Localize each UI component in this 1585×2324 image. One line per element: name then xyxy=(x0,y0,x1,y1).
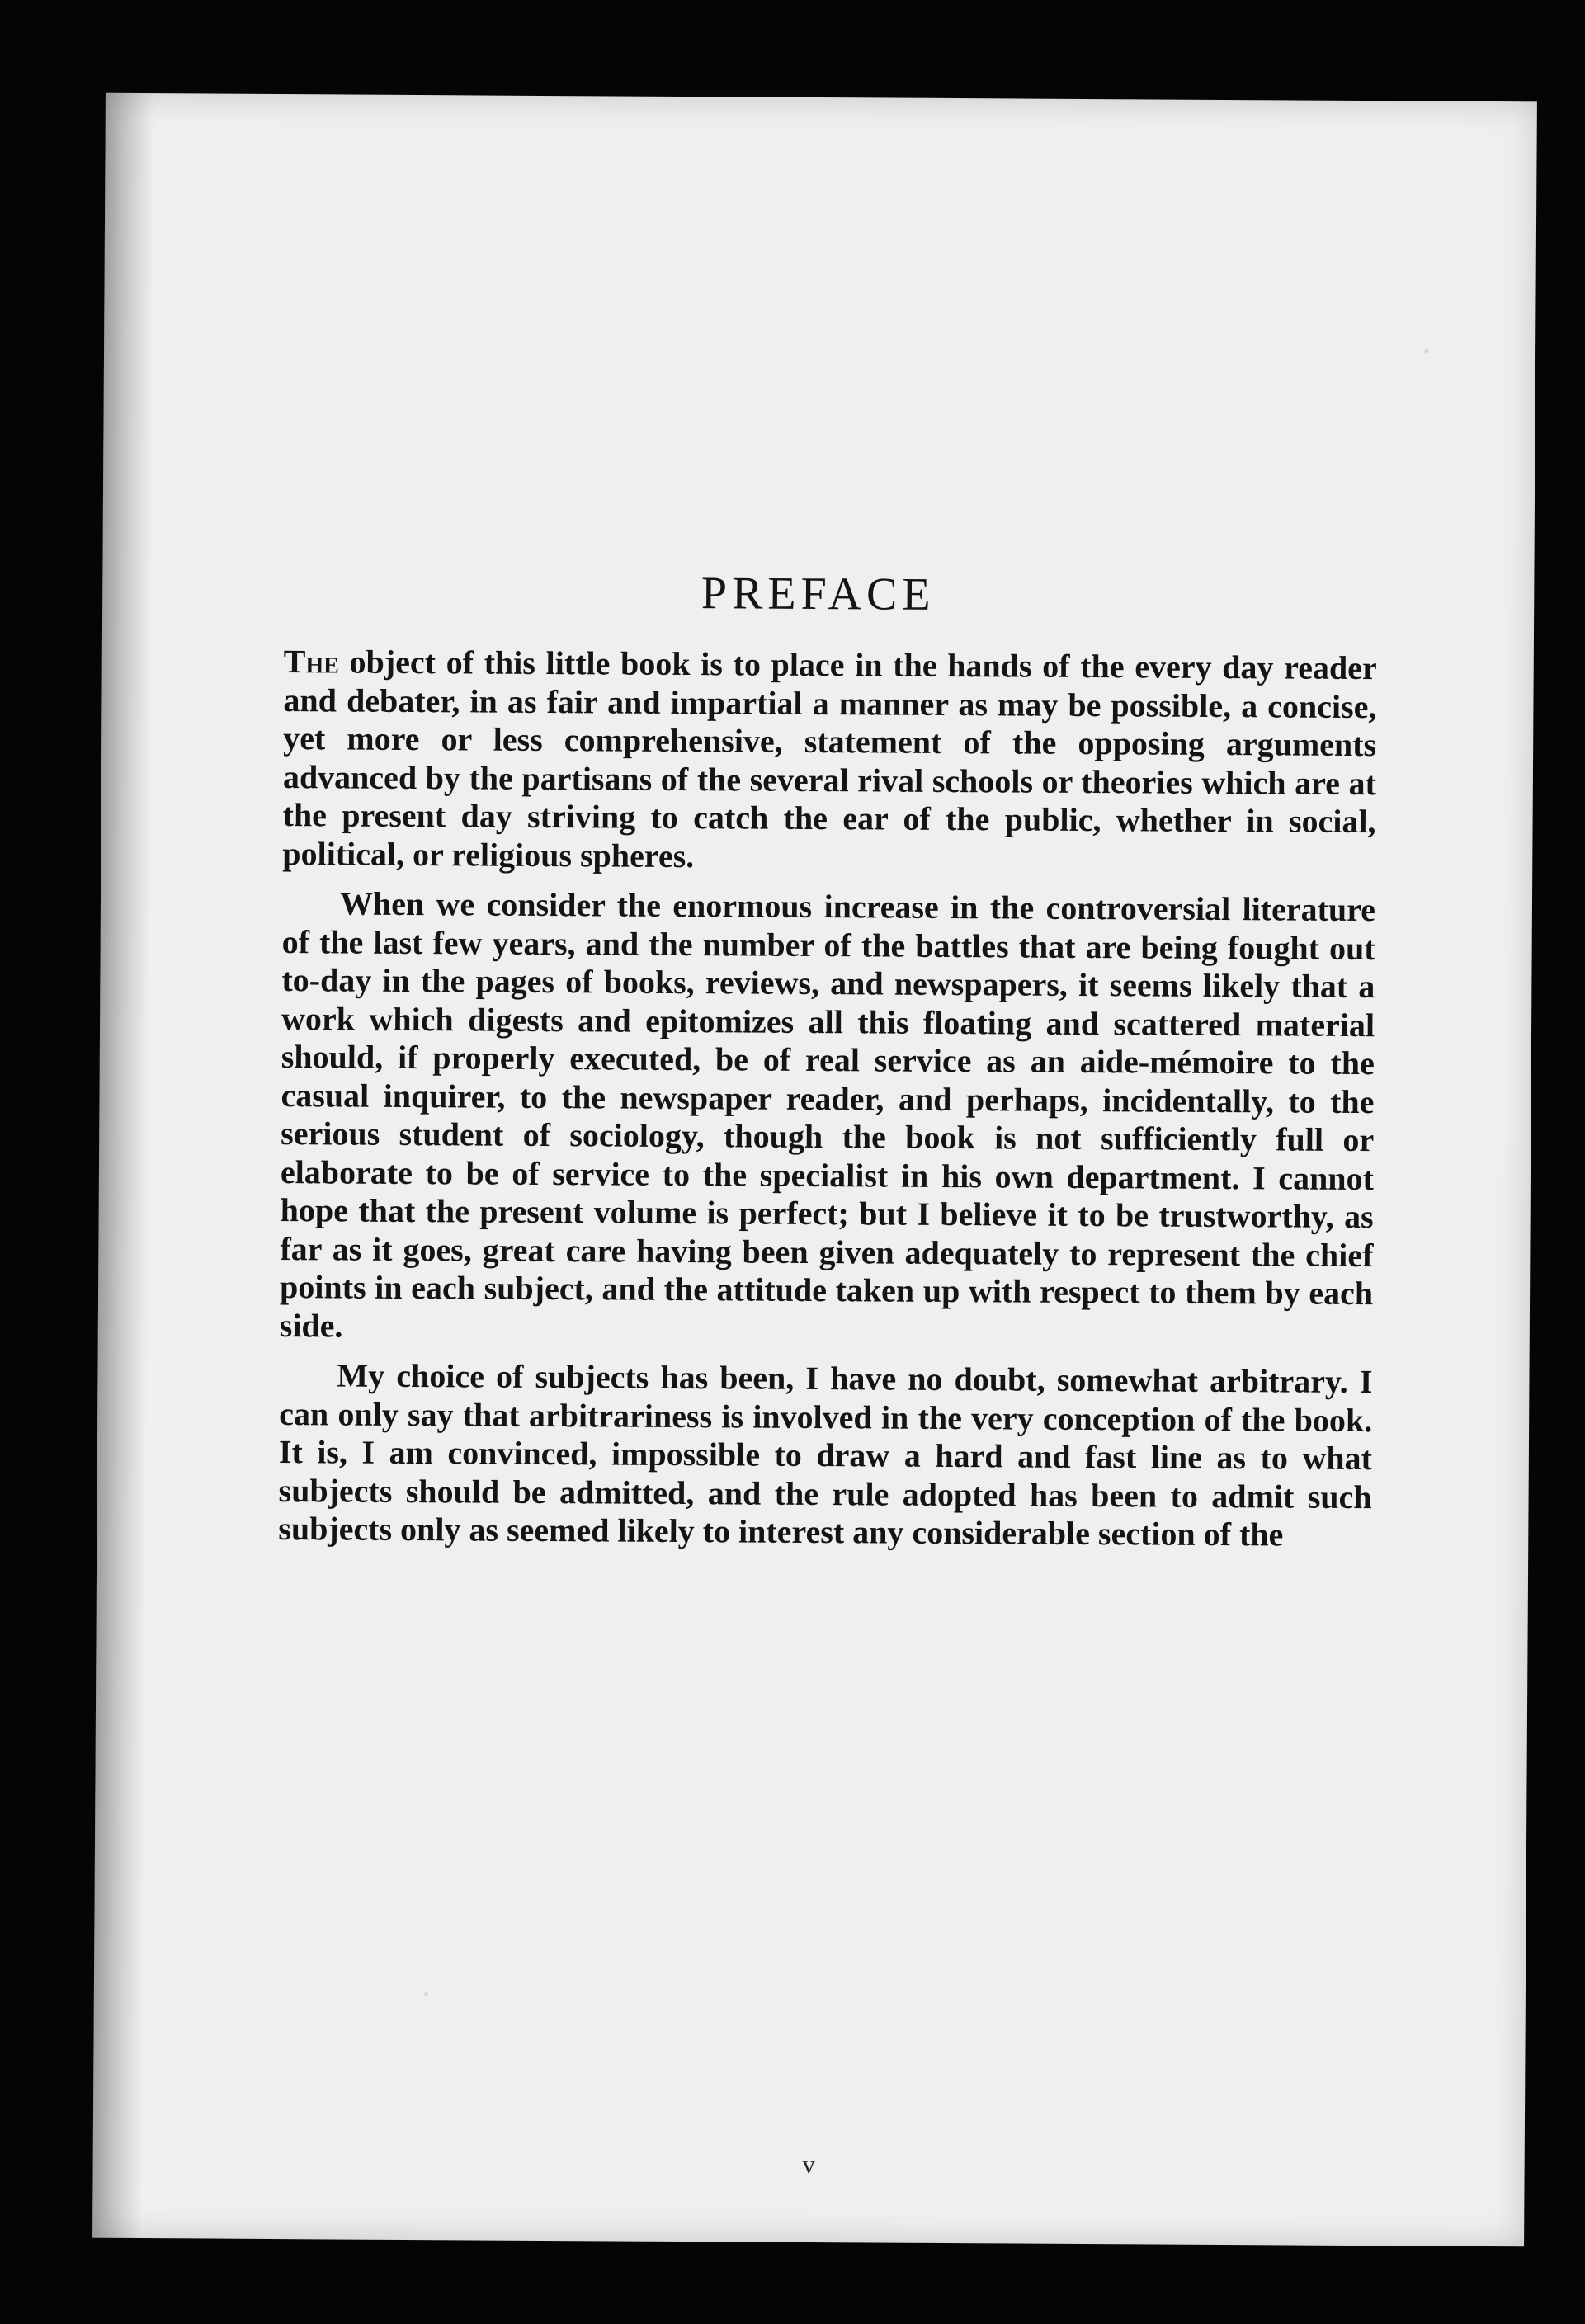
paragraph-3 xyxy=(278,1356,1372,1555)
paper-speck xyxy=(1424,348,1429,353)
page-body xyxy=(278,643,1377,1567)
page-gutter-shadow xyxy=(92,93,155,2238)
paragraph-text: My choice of subjects has been, I have no doubt, somewhat arbitrary. I can only say that arbitrariness is involved in the very conception of the book. It is, I am convinced, impossible to draw a hard and fast line as to what subjects should be admitted, and the rule adopted has been to admit such subjects only as seemed likely to interest any considerable section of the xyxy=(278,1356,1373,1553)
paper-speck xyxy=(424,1992,428,1996)
book-page xyxy=(92,93,1537,2247)
page-number: v xyxy=(802,2151,815,2180)
paragraph-2 xyxy=(280,884,1375,1351)
paragraph-text: When we consider the enormous increase in the controversial literature of the last few years, and the number of the battles that are being fought out to-day in the pages of books, reviews, and newspapers, it seems likely that a work which digests and epitomizes all this floating and scattered material should, if properly executed, be of real service as an aide-mémoire to the casual inquirer, to the newspaper reader, and perhaps, incidentally, to the serious student of sociology, though the book is not sufficiently full or elaborate to be of service to the specialist in his own department. I cannot hope that the present volume is perfect; but I believe it to be trustworthy, as far as it goes, great care having been given adequately to represent the chief points in each subject, and the attitude taken up with respect to them by each side. xyxy=(279,884,1376,1345)
paragraph-1 xyxy=(282,643,1377,879)
paragraph-text: object of this little book is to place in the hands of the every day reader and debater, in as fair and impartial a manner as may be possible, a concise, yet more or less comprehensive, statement of the opposing arguments advanced by the partisans of the several rival schools or theories which are at the present day striving to catch the ear of the public, whether in social, political, or religious spheres. xyxy=(282,643,1377,874)
page-title: PREFACE xyxy=(701,568,936,620)
paragraph-lead-word: The xyxy=(283,643,340,681)
